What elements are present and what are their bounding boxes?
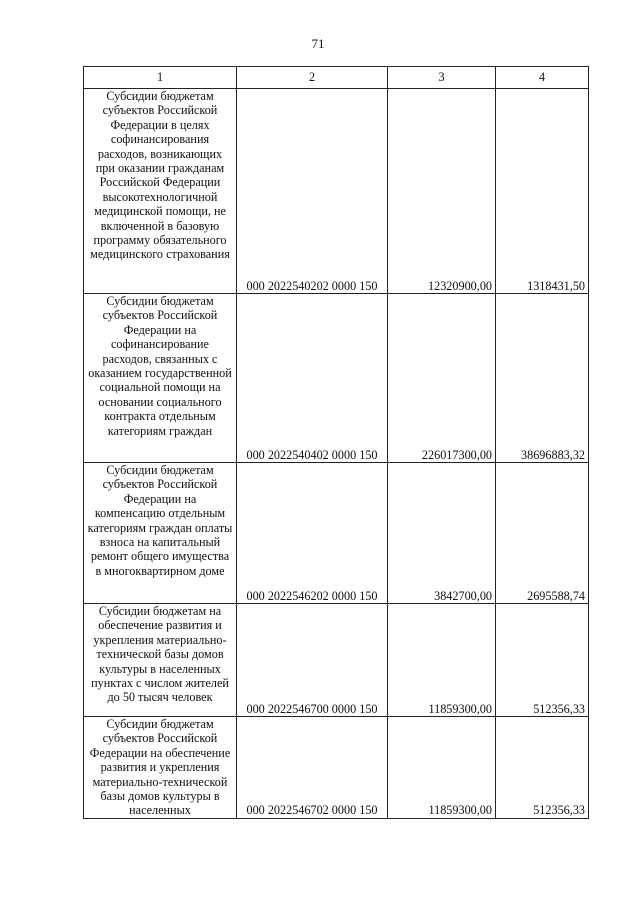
budget-code-cell: 000 2022540402 0000 150 — [237, 294, 388, 463]
budget-code-cell: 000 2022546202 0000 150 — [237, 463, 388, 604]
budget-code-cell: 000 2022540202 0000 150 — [237, 89, 388, 294]
table-row — [84, 294, 589, 463]
subsidy-name-cell: Субсидии бюджетам субъектов Российской Федерации на компенсацию отдельным категориям граждан оплаты взноса на капитальный ремонт общего имущества в многоквартирном доме — [84, 463, 237, 604]
table-header-row — [84, 67, 589, 89]
plan-amount-cell: 3842700,00 — [388, 463, 496, 604]
subsidy-name-cell: Субсидии бюджетам субъектов Российской Федерации на софинансирование расходов, связанных с оказанием государственной социальной помощи на основании социального контракта отдельным категориям граждан — [84, 294, 237, 463]
budget-subsidies-table — [83, 66, 589, 819]
column-header-4: 4 — [496, 67, 589, 89]
plan-amount-cell: 226017300,00 — [388, 294, 496, 463]
table-row — [84, 604, 589, 717]
actual-amount-cell: 1318431,50 — [496, 89, 589, 294]
plan-amount-cell: 11859300,00 — [388, 604, 496, 717]
subsidy-name-cell: Субсидии бюджетам на обеспечение развития и укрепления материально-технической базы домов культуры в населенных пунктах с числом жителей до 50 тысяч человек — [84, 604, 237, 717]
actual-amount-cell: 512356,33 — [496, 604, 589, 717]
column-header-1: 1 — [84, 67, 237, 89]
page-number: 71 — [311, 36, 325, 51]
table-row — [84, 717, 589, 819]
subsidy-name-cell: Субсидии бюджетам субъектов Российской Федерации в целях софинансирования расходов, возникающих при оказании гражданам Российской Федерации высокотехнологичной медицинской помощи, не включенной в базовую программу обязательного медицинского страхования — [84, 89, 237, 294]
table-row — [84, 463, 589, 604]
budget-code-cell: 000 2022546700 0000 150 — [237, 604, 388, 717]
table-row — [84, 89, 589, 294]
budget-code-cell: 000 2022546702 0000 150 — [237, 717, 388, 819]
column-header-2: 2 — [237, 67, 388, 89]
plan-amount-cell: 11859300,00 — [388, 717, 496, 819]
plan-amount-cell: 12320900,00 — [388, 89, 496, 294]
actual-amount-cell: 512356,33 — [496, 717, 589, 819]
actual-amount-cell: 38696883,32 — [496, 294, 589, 463]
actual-amount-cell: 2695588,74 — [496, 463, 589, 604]
column-header-3: 3 — [388, 67, 496, 89]
subsidy-name-cell: Субсидии бюджетам субъектов Российской Федерации на обеспечение развития и укрепления материально-технической базы домов культуры в населенных — [84, 717, 237, 819]
